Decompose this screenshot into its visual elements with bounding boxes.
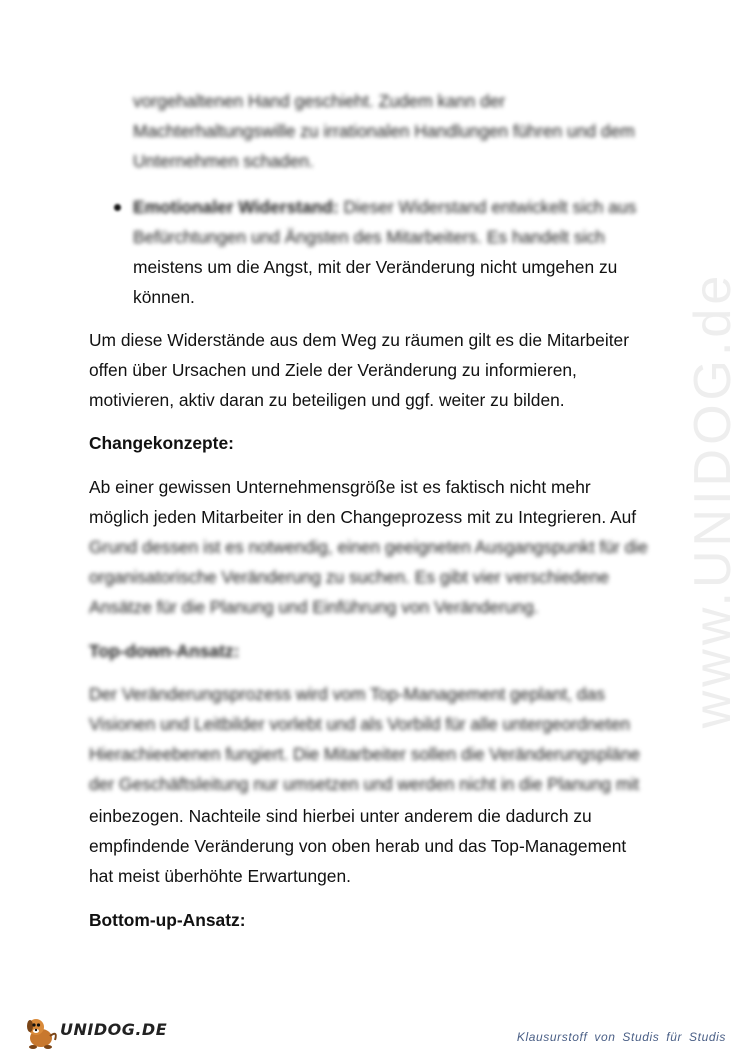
text-line: meistens um die Angst, mit der Veränderung nicht umgehen zu [133,257,618,277]
blurred-text-line: Unternehmen schaden. [133,151,314,171]
bullet-emotional-text: Dieser Widerstand entwickelt sich aus [338,197,637,217]
blurred-text-line: organisatorische Veränderung zu suchen. Es gibt vier verschiedene [89,567,610,587]
text-line: können. [133,287,195,307]
blurred-text-line: Machterhaltungswille zu irrationalen Handlungen führen und dem [133,121,635,141]
blurred-text-line: Visionen und Leitbilder vorlebt und als Vorbild für alle untergeordneten [89,714,631,734]
bullet-point [114,204,121,211]
unidog-logo [22,1014,168,1050]
section-heading: Top-down-Ansatz: [89,641,240,661]
text-line: Um diese Widerstände aus dem Weg zu räumen gilt es die Mitarbeiter [89,330,629,350]
bullet-emotional-line1 [133,197,636,217]
blurred-text-line: Der Veränderungsprozess wird vom Top-Management geplant, das [89,684,605,704]
watermark: www.UNIDOG.de [684,271,742,729]
bullet-emotional-label: Emotionaler Widerstand: [133,197,339,217]
text-line: motivieren, aktiv daran zu beteiligen und ggf. weiter zu bilden. [89,390,565,410]
logo-text: UNIDOG.DE [60,1020,168,1039]
blurred-text-line: Grund dessen ist es notwendig, einen geeigneten Ausgangspunkt für die [89,537,648,557]
blurred-text-line: Ansätze für die Planung und Einführung von Veränderung. [89,597,539,617]
text-line: einbezogen. Nachteile sind hierbei unter anderem die dadurch zu [89,806,592,826]
footer-tagline: Klausurstoff von Studis für Studis [516,1030,726,1044]
section-heading: Changekonzepte: [89,433,234,453]
text-line: möglich jeden Mitarbeiter in den Changeprozess mit zu Integrieren. Auf [89,507,637,527]
text-line: hat meist überhöhte Erwartungen. [89,866,351,886]
blurred-text-line: vorgehaltenen Hand geschieht. Zudem kann der [133,91,506,111]
blurred-text-line: der Geschäftsleitung nur umsetzen und werden nicht in die Planung mit [89,774,640,794]
text-line: empfindende Veränderung von oben herab und das Top-Management [89,836,627,856]
blurred-text-line: Befürchtungen und Ängsten des Mitarbeiters. Es handelt sich [133,227,605,247]
section-heading: Bottom-up-Ansatz: [89,910,246,930]
text-line: Ab einer gewissen Unternehmensgröße ist es faktisch nicht mehr [89,477,591,497]
dog-mascot-icon [22,1014,60,1050]
blurred-text-line: Hierachieebenen fungiert. Die Mitarbeiter sollen die Veränderungspläne [89,744,641,764]
text-line: offen über Ursachen und Ziele der Veränderung zu informieren, [89,360,577,380]
